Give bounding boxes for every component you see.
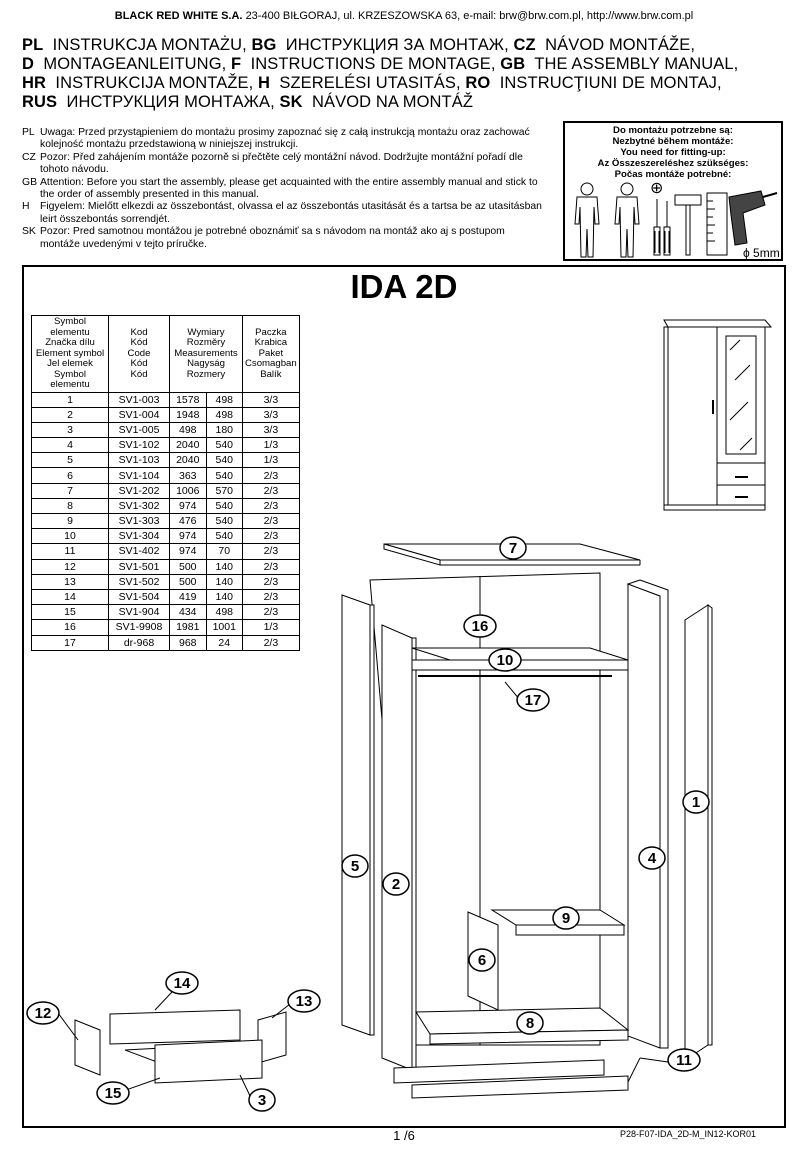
cell-width: 540 [206,529,243,544]
cell-symbol: 6 [32,468,109,483]
cell-symbol: 9 [32,514,109,529]
lang-code: PL [22,36,44,54]
cell-width: 498 [206,407,243,422]
cell-length: 974 [170,498,207,513]
cell-code: SV1-402 [109,544,170,559]
header-code: Kod Kód Code Kód Kód [109,316,170,393]
cell-code: SV1-502 [109,574,170,589]
callout-number: 6 [477,952,487,969]
callout-number: 12 [34,1005,52,1022]
cell-code: SV1-303 [109,514,170,529]
cell-width: 140 [206,589,243,604]
cell-width: 540 [206,453,243,468]
part-callout-12 [27,1002,59,1024]
cell-symbol: 2 [32,407,109,422]
page-number: 1 /6 [393,1128,415,1143]
callout-number: 5 [350,858,360,875]
phillips-icon: ⊕ [650,180,664,197]
cell-symbol: 10 [32,529,109,544]
cell-package: 2/3 [243,605,300,620]
lang-code: H [257,74,271,92]
title-text: INSTRUCŢIUNI DE MONTAJ, [499,74,722,92]
warning-sk: SK Pozor: Pred samotnou montážou je potrebné oboznámiť sa s návodom na montáž ako aj s postupom montáže uvedenými v tejto príručke. [22,226,505,250]
cell-symbol: 5 [32,453,109,468]
lang-code: GB [500,55,526,73]
model-title: IDA 2D [350,268,458,305]
cell-code: SV1-501 [109,559,170,574]
cell-symbol: 4 [32,438,109,453]
cell-symbol: 8 [32,498,109,513]
callout-number: 7 [508,540,518,557]
part-callout-6 [469,949,495,971]
cell-code: SV1-003 [109,392,170,407]
cell-symbol: 7 [32,483,109,498]
cell-package: 2/3 [243,544,300,559]
tools-heading: Do montażu potrzebne są: Nezbytné během montáže: You need for fitting-up: Az Összeszereléshez szükséges: Počas montáže potrebné: [597,125,749,180]
cell-length: 974 [170,544,207,559]
header-symbol: Symbol elementu Značka dílu Element symbol Jel elemek Symbol elementu [32,316,109,393]
cell-width: 540 [206,514,243,529]
cell-package: 2/3 [243,589,300,604]
callout-number: 4 [647,850,657,867]
cell-symbol: 14 [32,589,109,604]
title-text: INSTRUCTIONS DE MONTAGE, [250,55,496,73]
cell-width: 570 [206,483,243,498]
cell-code: SV1-504 [109,589,170,604]
cell-length: 476 [170,514,207,529]
cell-package: 2/3 [243,498,300,513]
lang-code: RO [465,74,491,92]
warning-gb: GB Attention: Before you start the assembly, please get acquainted with the entire assembly manual and stick to the order of assembly presented in this manual. [22,176,538,201]
callout-number: 1 [691,794,701,811]
document-reference: P28-F07-IDA_2D-M_IN12-KOR01 [620,1129,757,1139]
cell-package: 1/3 [243,438,300,453]
warning-cz: CZ Pozor: Před zahájením montáže pozorně si přečtěte celý montážní návod. Dodržujte montážní pořadí dle tohoto návodu. [22,151,523,176]
title-text: THE ASSEMBLY MANUAL, [534,55,739,73]
title-text: INSTRUKCIJA MONTAŽE, [55,74,254,92]
cell-width: 540 [206,438,243,453]
drill-bit-size: ϕ 5mm [743,246,780,259]
cell-length: 500 [170,574,207,589]
cell-width: 540 [206,468,243,483]
cell-symbol: 12 [32,559,109,574]
cell-symbol: 13 [32,574,109,589]
cell-length: 363 [170,468,207,483]
part-callout-13 [288,990,320,1012]
lang-code: D [22,55,35,73]
part-callout-11 [668,1049,700,1071]
part-callout-7 [500,537,526,559]
part-callout-1 [683,791,709,813]
lang-code: RUS [22,93,58,111]
callout-number: 11 [676,1052,692,1069]
cell-width: 140 [206,574,243,589]
part-callout-17 [517,689,549,711]
lang-code: HR [22,74,47,92]
cell-package: 2/3 [243,635,300,650]
title-text: NÁVOD NA MONTÁŽ [311,93,473,111]
cell-symbol: 15 [32,605,109,620]
callout-number: 16 [471,618,489,635]
part-callout-2 [383,873,409,895]
company-name: BLACK RED WHITE S.A. [114,10,243,22]
cell-width: 498 [206,605,243,620]
title-text: NÁVOD MONTÁŽE, [545,36,696,54]
cell-code: SV1-005 [109,422,170,437]
title-text: MONTAGEANLEITUNG, [43,55,227,73]
cell-code: SV1-904 [109,605,170,620]
title-text: SZERELÉSI UTASITÁS, [279,74,461,92]
callout-number: 15 [104,1085,122,1102]
cell-package: 2/3 [243,574,300,589]
part-callout-16 [464,615,496,637]
callout-number: 14 [173,975,191,992]
cell-length: 1981 [170,620,207,635]
part-callout-4 [639,847,665,869]
company-address: 23-400 BIŁGORAJ, ul. KRZESZOWSKA 63, e-mail: brw@brw.com.pl, http://www.brw.com.pl [245,10,694,22]
callout-number: 2 [391,876,401,893]
cell-width: 180 [206,422,243,437]
title-text: INSTRUKCJA MONTAŻU, [52,36,247,54]
cell-width: 498 [206,392,243,407]
callout-number: 9 [561,910,571,927]
lang-code: F [231,55,242,73]
cell-width: 140 [206,559,243,574]
cell-code: SV1-9908 [109,620,170,635]
callout-number: 13 [295,993,313,1010]
cell-code: SV1-302 [109,498,170,513]
lang-code: BG [251,36,277,54]
cell-length: 1578 [170,392,207,407]
lang-code: SK [279,93,303,111]
part-callout-8 [517,1012,543,1034]
cell-length: 2040 [170,453,207,468]
cell-length: 974 [170,529,207,544]
cell-code: SV1-102 [109,438,170,453]
cell-symbol: 3 [32,422,109,437]
cell-code: SV1-202 [109,483,170,498]
cell-symbol: 11 [32,544,109,559]
cell-package: 2/3 [243,483,300,498]
cell-package: 2/3 [243,514,300,529]
warning-pl: PL Uwaga: Przed przystąpieniem do montażu prosimy zapoznać się z całą instrukcją montażu oraz zachować kolejność montażu przedstawioną w niniejszej instrukcji. [22,127,530,151]
cell-length: 434 [170,605,207,620]
lang-code: CZ [513,36,536,54]
cell-code: SV1-104 [109,468,170,483]
cell-package: 2/3 [243,529,300,544]
cell-code: dr-968 [109,635,170,650]
cell-length: 498 [170,422,207,437]
header-dimensions: Wymiary Rozměry Measurements Nagyság Rozmery [170,316,243,393]
title-text: ИНСТРУКЦИЯ МОНТАЖА, [66,93,275,111]
cell-code: SV1-304 [109,529,170,544]
part-callout-9 [553,907,579,929]
cell-package: 1/3 [243,453,300,468]
cell-symbol: 17 [32,635,109,650]
cell-width: 1001 [206,620,243,635]
cell-symbol: 1 [32,392,109,407]
cell-length: 2040 [170,438,207,453]
cell-symbol: 16 [32,620,109,635]
header-package: Paczka Krabica Paket Csomagban Balík [243,316,300,393]
callout-number: 17 [524,692,542,709]
cell-package: 3/3 [243,392,300,407]
part-callout-15 [97,1082,129,1104]
cell-code: SV1-103 [109,453,170,468]
cell-package: 2/3 [243,559,300,574]
cell-length: 1948 [170,407,207,422]
title-text: ИНСТРУКЦИЯ ЗА МОНТАЖ, [285,36,509,54]
cell-package: 1/3 [243,620,300,635]
cell-code: SV1-004 [109,407,170,422]
callout-number: 3 [257,1092,267,1109]
callout-number: 10 [496,652,514,669]
warning-h: H Figyelem: Mielőtt elkezdi az összebontást, olvassa el az összebontás utasitását és a tartsa be az utasitásban leirt összebontás sorrendjét. [22,201,542,225]
part-callout-14 [166,972,198,994]
cell-length: 968 [170,635,207,650]
wardrobe-preview [664,320,771,510]
cell-length: 419 [170,589,207,604]
cell-width: 540 [206,498,243,513]
cell-width: 24 [206,635,243,650]
cell-width: 70 [206,544,243,559]
cell-package: 3/3 [243,422,300,437]
cell-package: 2/3 [243,468,300,483]
cell-package: 3/3 [243,407,300,422]
cell-length: 1006 [170,483,207,498]
part-callout-5 [342,855,368,877]
cell-length: 500 [170,559,207,574]
part-callout-3 [249,1089,275,1111]
callout-number: 8 [525,1015,535,1032]
part-callout-10 [489,649,521,671]
